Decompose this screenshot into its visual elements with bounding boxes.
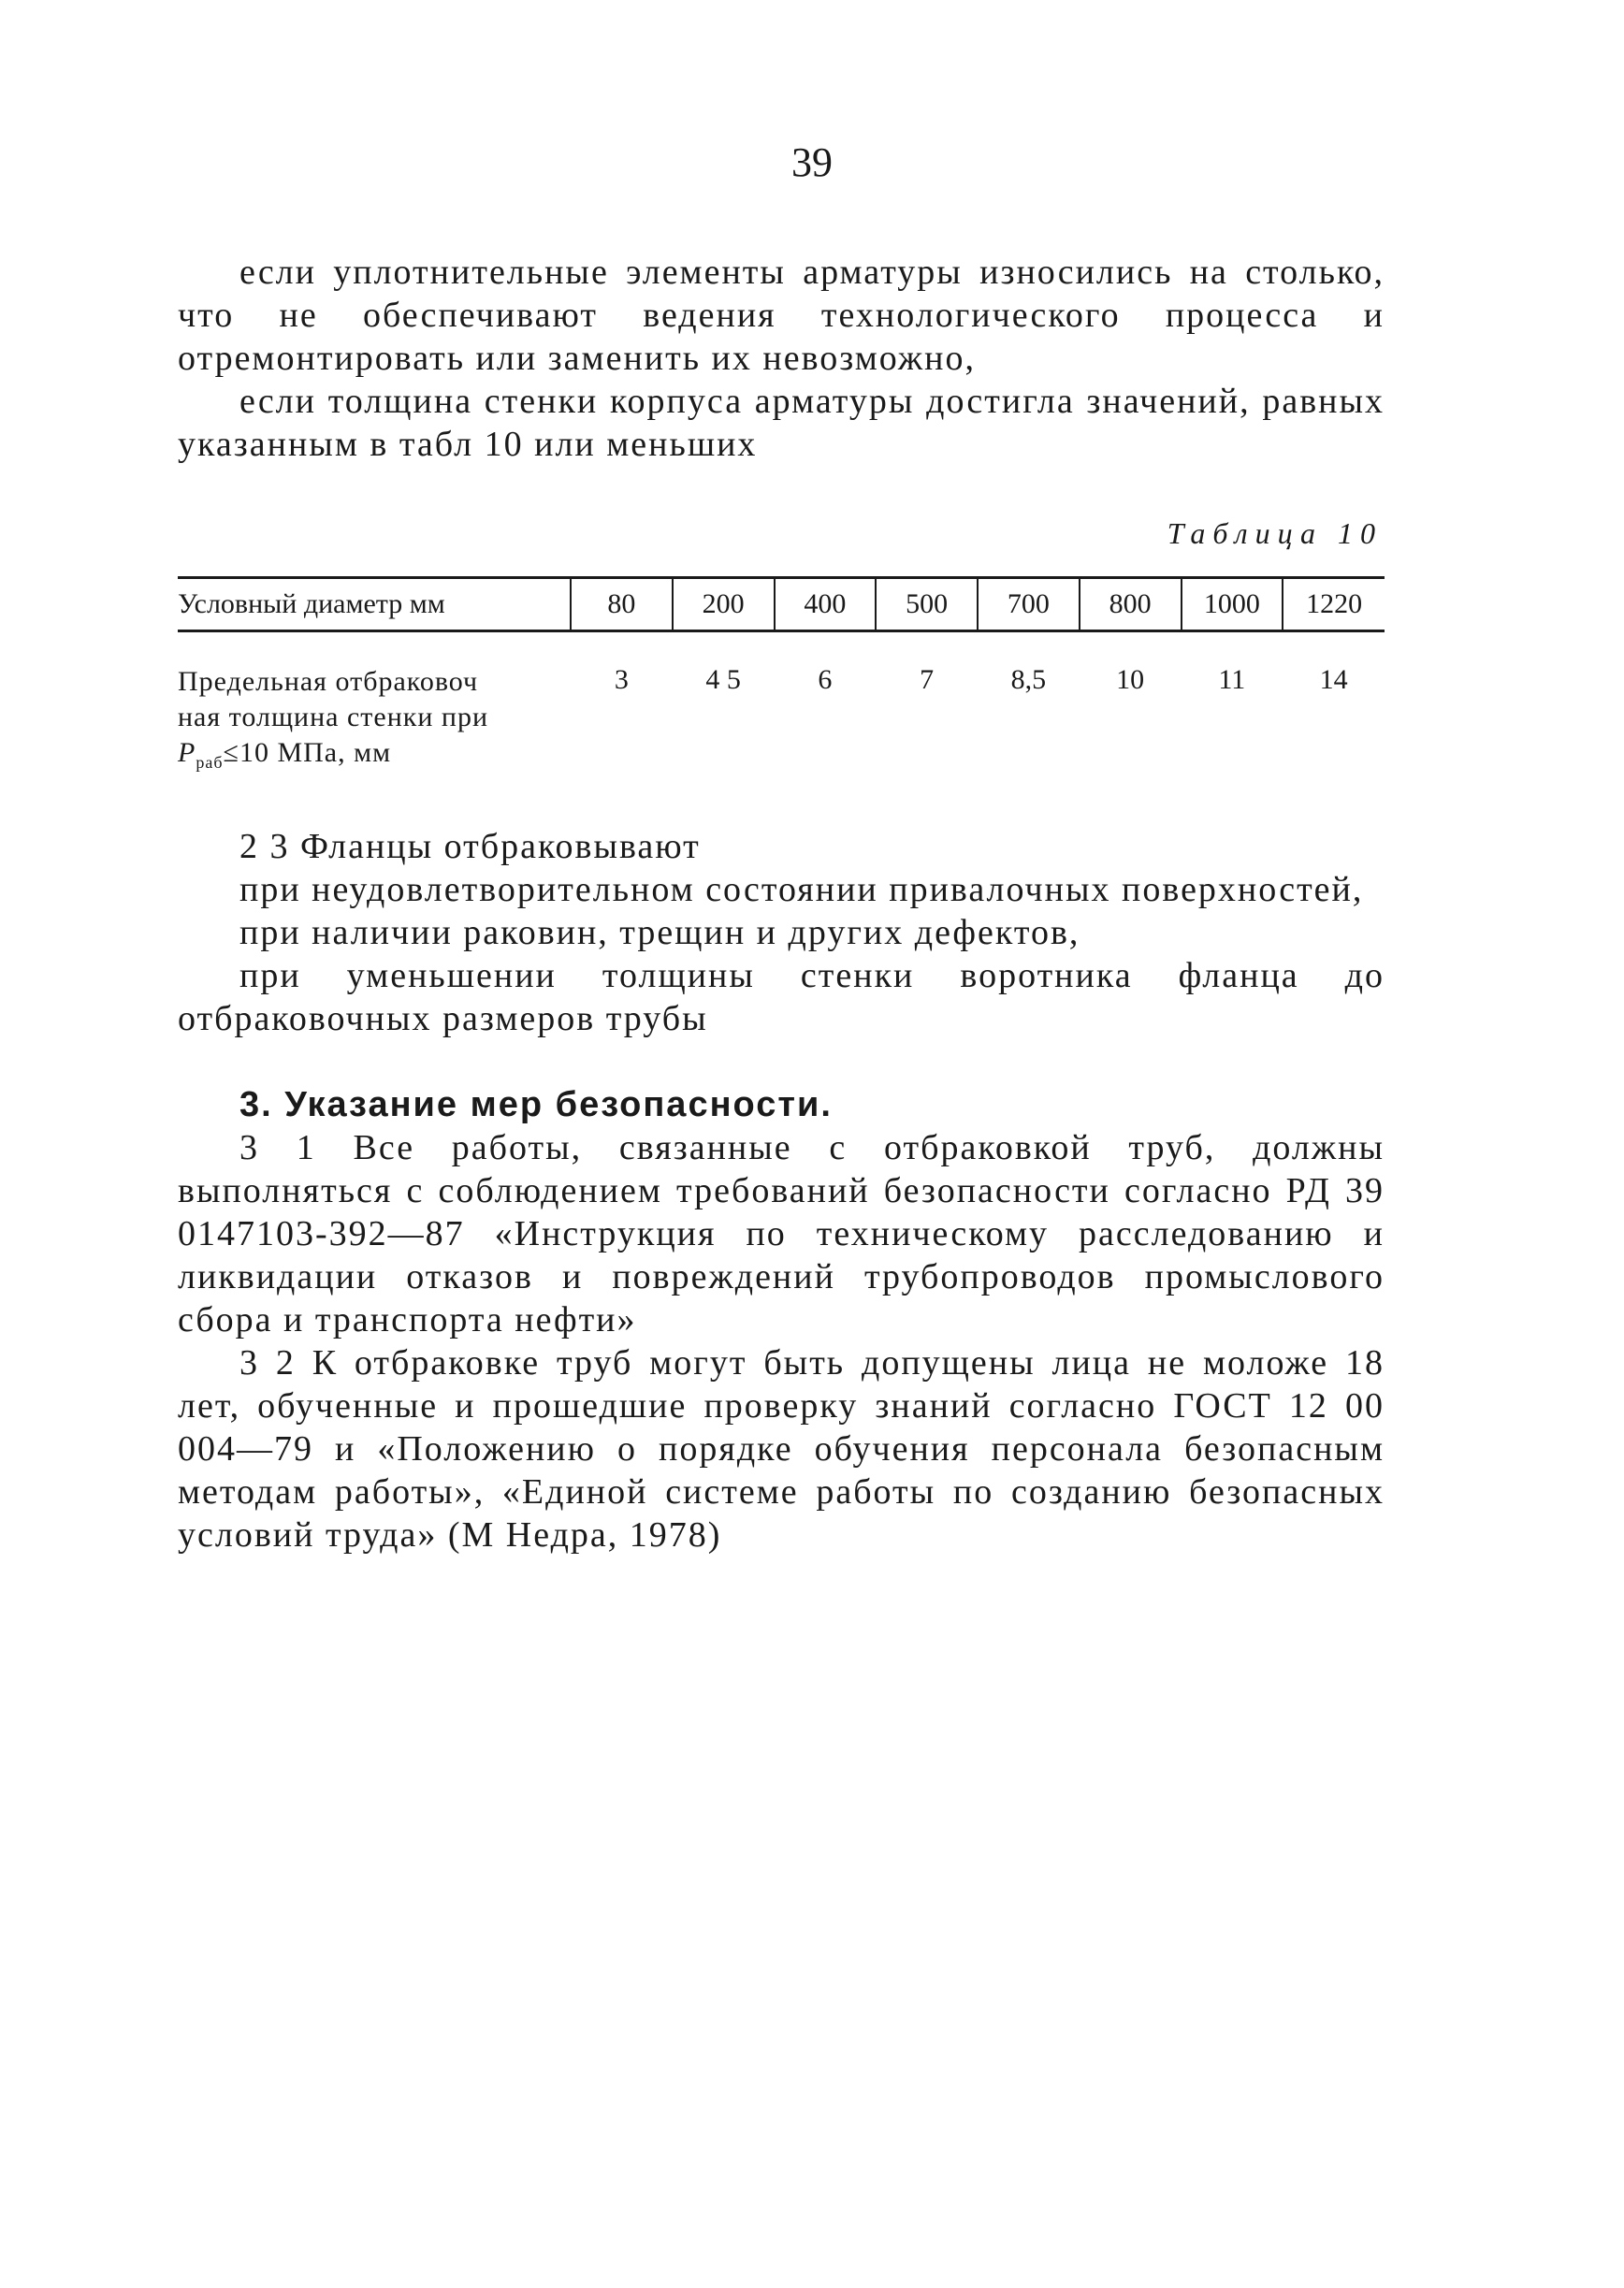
header-diameter: 400	[775, 578, 877, 631]
intro-paragraph-2: если толщина стенки корпуса арматуры достигла значений, равных указанным в табл 10 или меньших	[178, 382, 1385, 464]
table-cell: 10	[1116, 664, 1145, 695]
section-3-paragraph-2: 3 2 К отбраковке труб могут быть допущены лица не моложе 18 лет, обученные и прошедшие проверку знаний согласно ГОСТ 12 00 004—79 и «Положению о порядке обучения персонала безопасным методам работы», «Единой системе работы по созданию безопасных условий труда» (М Недра, 1978)	[178, 1343, 1385, 1555]
header-diameter: 1220	[1283, 578, 1385, 631]
table-cell: 8,5	[1010, 664, 1047, 695]
header-diameter: 1000	[1182, 578, 1283, 631]
header-diameter: 200	[673, 578, 775, 631]
header-label: Условный диаметр мм	[178, 578, 571, 631]
intro-text	[178, 251, 1385, 466]
section-3-heading: 3. Указание мер безопасности.	[239, 1085, 833, 1124]
row-label	[178, 631, 571, 781]
intro-paragraph-1: если уплотнительные элементы арматуры износились на столько, что не обеспечивают ведения технологического процесса и отремонтировать или заменить их невозможно,	[178, 253, 1385, 378]
section-2-3	[178, 825, 1385, 1040]
row-label-suffix: ≤10 МПа, мм	[223, 737, 392, 768]
page-number: 39	[791, 139, 833, 185]
header-diameter: 80	[571, 578, 673, 631]
table-cell: 6	[818, 664, 833, 695]
table-cell: 3	[614, 664, 629, 695]
table-cell: 4 5	[705, 664, 741, 695]
reject-thickness-table	[178, 576, 1385, 780]
table-cell: 7	[920, 664, 935, 695]
table-header-row	[178, 578, 1385, 631]
section-3-paragraph-1: 3 1 Все работы, связанные с отбраковкой труб, должны выполняться с соблюдением требований безопасности согласно РД 39 0147103-392—87 «Инструкция по техническому расследованию и ликвидации отказов и повреждений трубопроводов промыслового сбора и транспорта нефти»	[178, 1128, 1385, 1339]
list-item: при неудовлетворительном состоянии привалочных поверхностей,	[239, 870, 1364, 909]
table-cell: 11	[1218, 664, 1246, 695]
table-row	[178, 631, 1385, 781]
header-diameter: 700	[978, 578, 1080, 631]
header-diameter: 800	[1080, 578, 1182, 631]
list-item: при уменьшении толщины стенки воротника фланца до отбраковочных размеров трубы	[178, 956, 1385, 1038]
section-3	[178, 1083, 1385, 1557]
row-label-subscript: раб	[196, 753, 224, 772]
row-label-symbol: P	[178, 737, 196, 768]
header-diameter: 500	[876, 578, 978, 631]
table-caption: Таблица 10	[1167, 516, 1383, 550]
table-cell: 14	[1319, 664, 1348, 695]
row-label-line-2: ная толщина стенки при	[178, 702, 489, 732]
row-label-line-1: Предельная отбраковоч	[178, 666, 479, 697]
list-item: при наличии раковин, трещин и других дефектов,	[239, 913, 1080, 952]
section-2-3-title: 2 3 Фланцы отбраковывают	[239, 827, 701, 866]
